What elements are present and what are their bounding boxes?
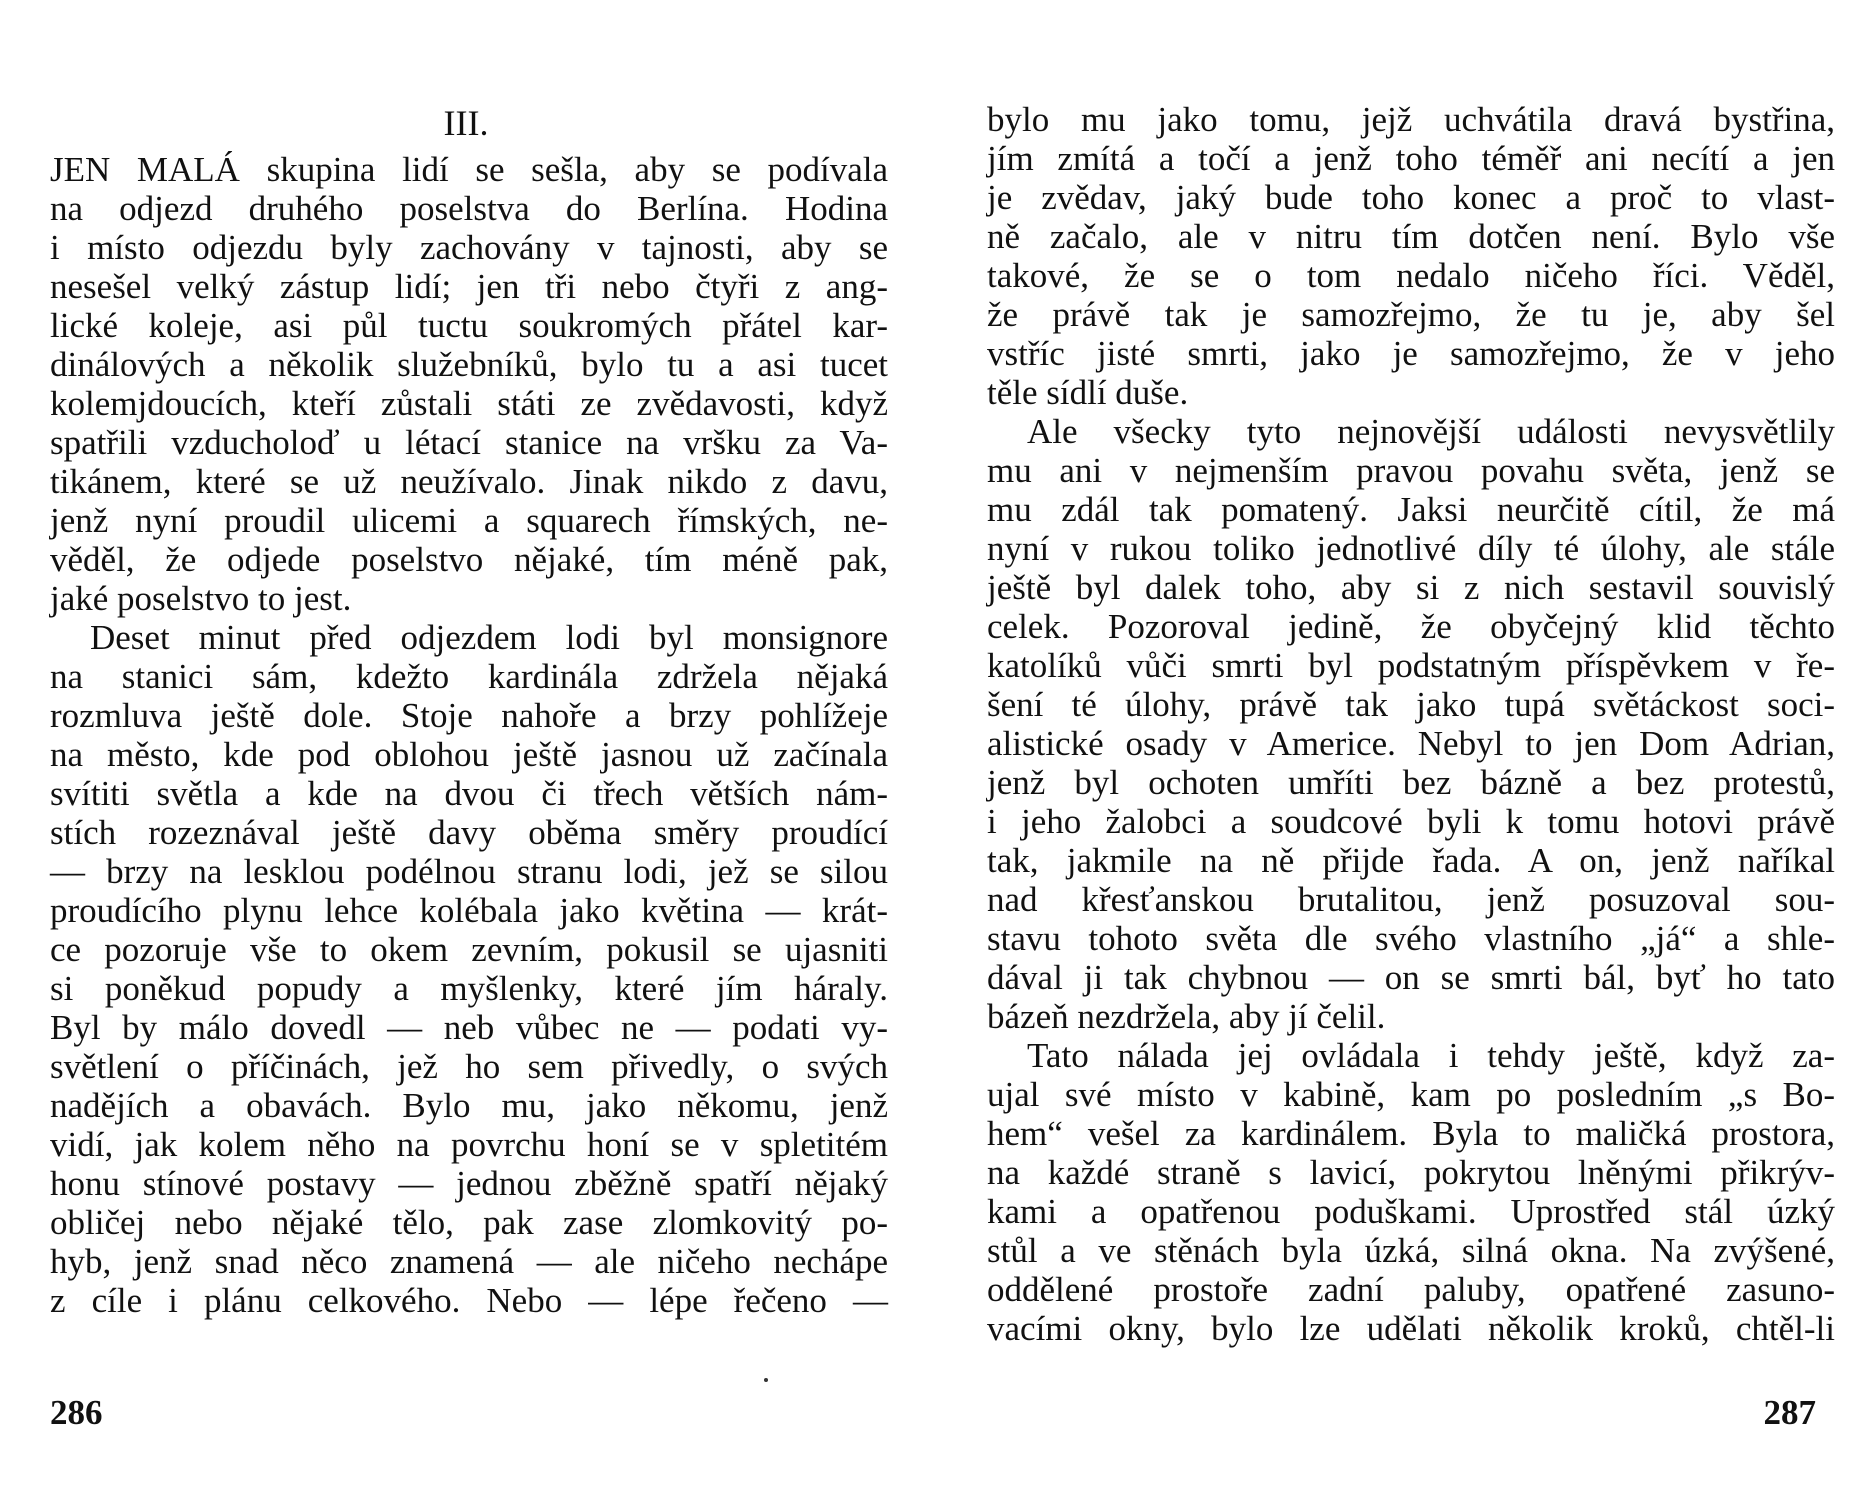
text-line: jenž byl ochoten umříti bez bázně a bez protestů,	[987, 763, 1835, 802]
text-line: ně začalo, ale v nitru tím dotčen není. Bylo vše	[987, 217, 1835, 256]
text-line: spatřili vzducholoď u létací stanice na vršku za Va-	[50, 423, 888, 462]
text-line: ce pozoruje vše to okem zevním, pokusil se ujasniti	[50, 930, 888, 969]
text-line: z cíle i plánu celkového. Nebo — lépe řečeno —	[50, 1281, 888, 1320]
text-line: bylo mu jako tomu, jejž uchvátila dravá bystřina,	[987, 100, 1835, 139]
text-line: kami a opatřenou poduškami. Uprostřed stál úzký	[987, 1192, 1835, 1231]
text-line: hem“ vešel za kardinálem. Byla to maličká prostora,	[987, 1114, 1835, 1153]
text-line: těle sídlí duše.	[987, 373, 1189, 412]
text-line: ujal své místo v kabině, kam po posledním „s Bo-	[987, 1075, 1835, 1114]
text-line: mu ani v nejmenším pravou povahu světa, jenž se	[987, 451, 1835, 490]
text-line: stavu tohoto světa dle svého vlastního „já“ a shle-	[987, 919, 1835, 958]
text-line: věděl, že odjede poselstvo nějaké, tím méně pak,	[50, 540, 888, 579]
paragraph	[987, 1036, 1835, 1348]
text-line: vidí, jak kolem něho na povrchu honí se v spletitém	[50, 1125, 888, 1164]
text-line: nad křesťanskou brutalitou, jenž posuzoval sou-	[987, 880, 1835, 919]
text-line: katolíků vůči smrti byl podstatným příspěvkem v ře-	[987, 646, 1835, 685]
text-line: — brzy na lesklou podélnou stranu lodi, jež se silou	[50, 852, 888, 891]
text-line: bázeň nezdržela, aby jí čelil.	[987, 997, 1386, 1036]
text-line: takové, že se o tom nedalo ničeho říci. Věděl,	[987, 256, 1835, 295]
text-line: tak, jakmile na ně přijde řada. A on, jenž naříkal	[987, 841, 1835, 880]
text-line: stích rozeznával ještě davy oběma směry proudící	[50, 813, 888, 852]
page-number-right: 287	[1763, 1393, 1816, 1432]
text-line: honu stínové postavy — jednou zběžně spatří nějaký	[50, 1164, 888, 1203]
text-line: kolemjdoucích, kteří zůstali státi ze zvědavosti, když	[50, 384, 888, 423]
page-number-left: 286	[50, 1393, 103, 1432]
text-line: je zvědav, jaký bude toho konec a proč to vlast-	[987, 178, 1835, 217]
text-line: vacími okny, bylo lze udělati několik kroků, chtěl-li	[987, 1309, 1835, 1348]
text-line: šení té úlohy, právě tak jako tupá světáckost soci-	[987, 685, 1835, 724]
text-line: si poněkud popudy a myšlenky, které jím háraly.	[50, 969, 888, 1008]
text-line: lické koleje, asi půl tuctu soukromých přátel kar-	[50, 306, 888, 345]
text-line: proudícího plynu lehce kolébala jako květina — krát-	[50, 891, 888, 930]
text-line: i jeho žalobci a soudcové byli k tomu hotovi právě	[987, 802, 1835, 841]
paragraph	[50, 618, 888, 1320]
text-line: Deset minut před odjezdem lodi byl monsignore	[90, 618, 888, 657]
text-line: i místo odjezdu byly zachovány v tajnosti, aby se	[50, 228, 888, 267]
right-page	[932, 0, 1864, 1500]
text-line: Byl by málo dovedl — neb vůbec ne — podati vy-	[50, 1008, 888, 1047]
text-line: alistické osady v Americe. Nebyl to jen Dom Adrian,	[987, 724, 1835, 763]
text-line: hyb, jenž snad něco znamená — ale ničeho nechápe	[50, 1242, 888, 1281]
paragraph	[987, 100, 1835, 412]
text-line: Ale všecky tyto nejnovější události nevysvětlily	[1027, 412, 1835, 451]
text-line: na stanici sám, kdežto kardinála zdržela nějaká	[50, 657, 888, 696]
text-line: že právě tak je samozřejmo, že tu je, aby šel	[987, 295, 1835, 334]
left-text-column	[50, 150, 888, 1320]
text-line: světlení o příčinách, jež ho sem přivedly, o svých	[50, 1047, 888, 1086]
text-line: rozmluva ještě dole. Stoje nahoře a brzy pohlížeje	[50, 696, 888, 735]
paragraph	[987, 412, 1835, 1036]
text-line: Tato nálada jej ovládala i tehdy ještě, když za-	[1027, 1036, 1835, 1075]
text-line: nadějích a obavách. Bylo mu, jako někomu, jenž	[50, 1086, 888, 1125]
right-text-column	[987, 100, 1835, 1348]
text-line: na město, kde pod oblohou ještě jasnou už začínala	[50, 735, 888, 774]
text-line: JEN MALÁ skupina lidí se sešla, aby se podívala	[50, 150, 888, 189]
text-line: nyní v rukou toliko jednotlivé díly té úlohy, ale stále	[987, 529, 1835, 568]
text-line: nesešel velký zástup lidí; jen tři nebo čtyři z ang-	[50, 267, 888, 306]
text-line: jím zmítá a točí a jenž toho téměř ani necítí a jen	[987, 139, 1835, 178]
text-line: na odjezd druhého poselstva do Berlína. Hodina	[50, 189, 888, 228]
text-line: jaké poselstvo to jest.	[50, 579, 352, 618]
text-line: obličej nebo nějaké tělo, pak zase zlomkovitý po-	[50, 1203, 888, 1242]
text-line: jenž nyní proudil ulicemi a squarech římských, ne-	[50, 501, 888, 540]
text-line: oddělené prostoře zadní paluby, opatřené zasuno-	[987, 1270, 1835, 1309]
text-line: na každé straně s lavicí, pokrytou lněnými přikrýv-	[987, 1153, 1835, 1192]
text-line: dával ji tak chybnou — on se smrti bál, byť ho tato	[987, 958, 1835, 997]
text-line: ještě byl dalek toho, aby si z nich sestavil souvislý	[987, 568, 1835, 607]
text-line: tikánem, které se už neužívalo. Jinak nikdo z davu,	[50, 462, 888, 501]
text-line: svítiti světla a kde na dvou či třech větších nám-	[50, 774, 888, 813]
print-speck	[764, 1378, 768, 1382]
text-line: celek. Pozoroval jedině, že obyčejný klid těchto	[987, 607, 1835, 646]
text-line: dinálových a několik služebníků, bylo tu a asi tucet	[50, 345, 888, 384]
text-line: vstříc jisté smrti, jako je samozřejmo, že v jeho	[987, 334, 1835, 373]
text-line: stůl a ve stěnách byla úzká, silná okna. Na zvýšené,	[987, 1231, 1835, 1270]
chapter-heading: III.	[443, 103, 489, 143]
text-line: mu zdál tak pomatený. Jaksi neurčitě cítil, že má	[987, 490, 1835, 529]
paragraph	[50, 150, 888, 618]
